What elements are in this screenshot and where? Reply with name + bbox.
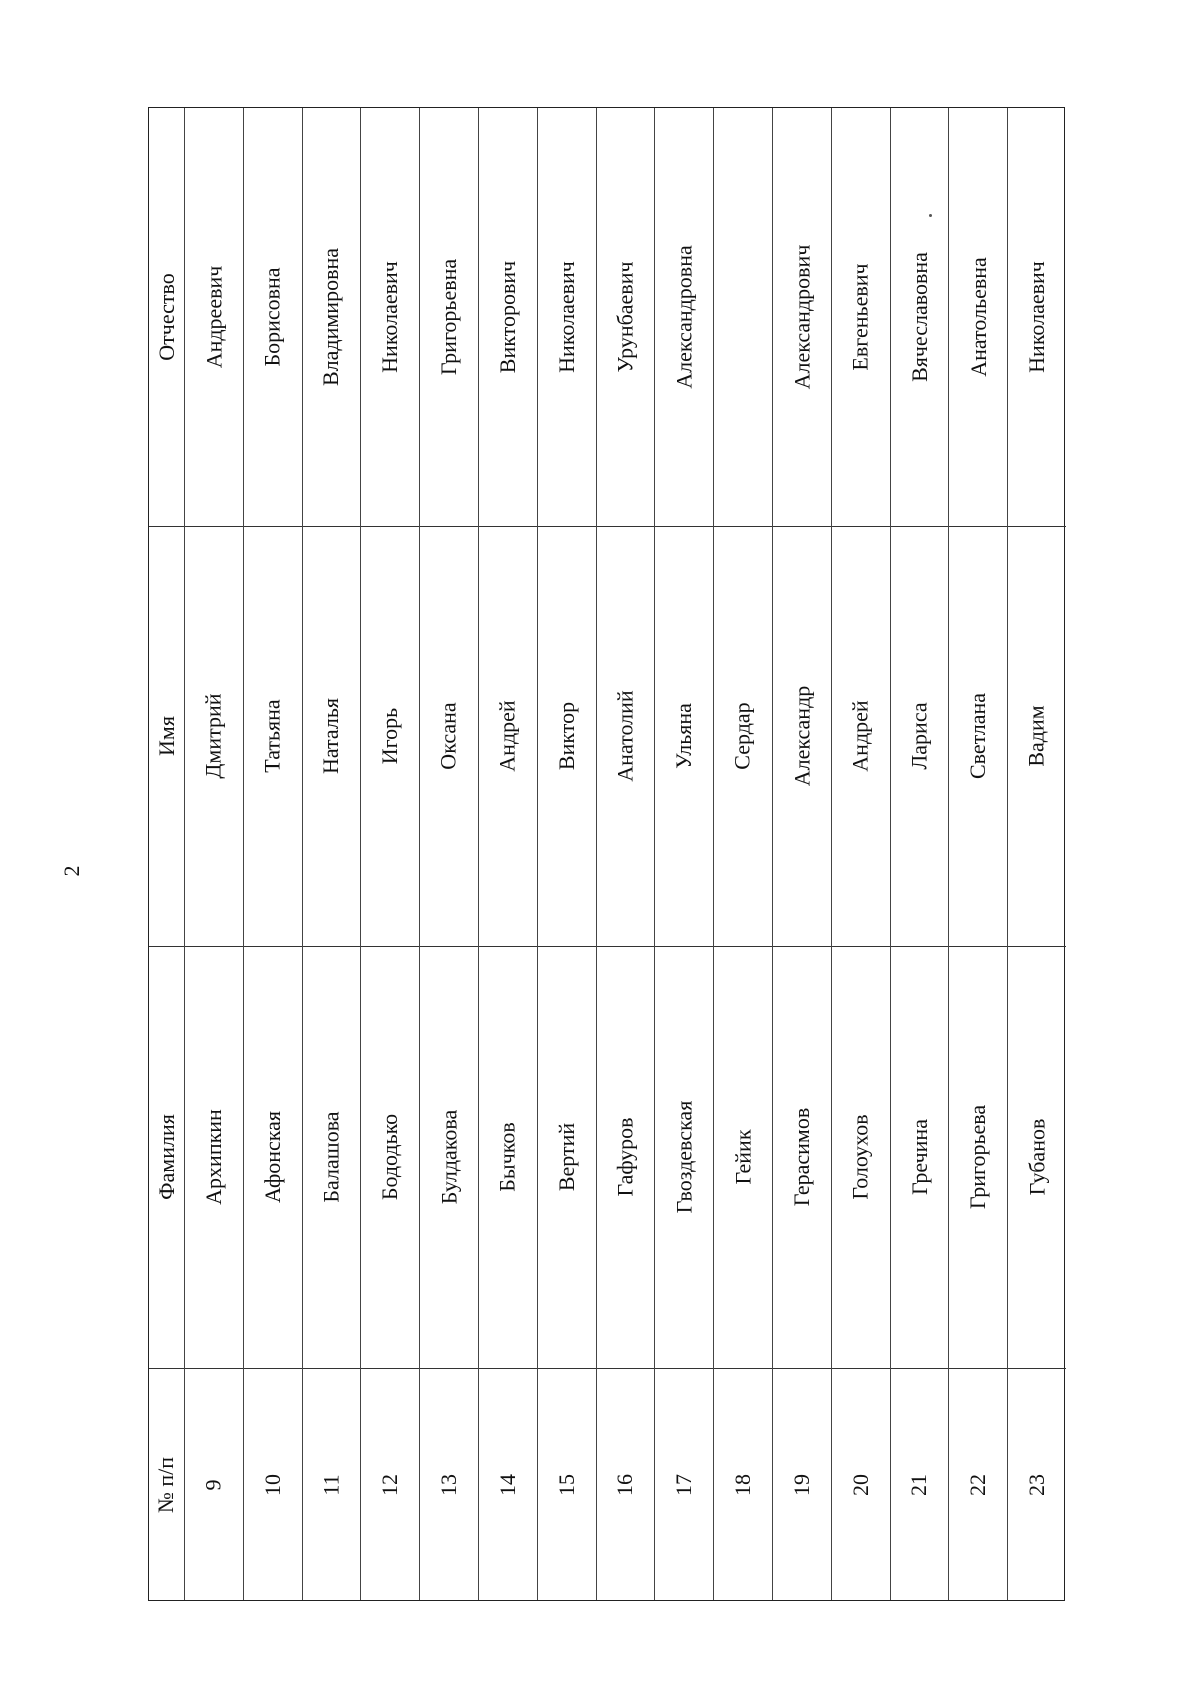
cell-num [185, 1368, 243, 1602]
surname-text: Бычков [494, 1122, 520, 1192]
cell-name [597, 526, 655, 946]
table-row [890, 108, 949, 1600]
cell-patronymic [149, 108, 184, 526]
patronymic-text: Николаевич [1024, 261, 1050, 373]
name-text: Александр [788, 685, 814, 787]
column-divider [714, 946, 772, 947]
cell-patronymic [538, 108, 596, 526]
cell-patronymic [655, 108, 713, 526]
cell-name [185, 526, 243, 946]
num-text: 12 [377, 1474, 403, 1496]
surname-text: Губанов [1024, 1118, 1050, 1196]
num-text: 14 [494, 1474, 520, 1496]
cell-patronymic [773, 108, 831, 526]
patronymic-text: Анатольевна [965, 257, 991, 377]
num-text: 18 [730, 1474, 756, 1496]
column-divider [244, 946, 302, 947]
column-divider [655, 526, 713, 527]
cell-surname [244, 946, 302, 1368]
cell-patronymic [832, 108, 890, 526]
surname-text: Вертий [553, 1122, 579, 1192]
cell-num [891, 1368, 949, 1602]
table-row [537, 108, 596, 1600]
cell-surname [303, 946, 361, 1368]
column-divider [832, 526, 890, 527]
cell-num [361, 1368, 419, 1602]
table-row [360, 108, 419, 1600]
cell-surname [597, 946, 655, 1368]
cell-surname [185, 946, 243, 1368]
patronymic-text: Отчество [153, 273, 179, 361]
name-text: Игорь [377, 707, 403, 765]
cell-name [420, 526, 478, 946]
name-text: Лариса [906, 702, 932, 770]
cell-surname [949, 946, 1007, 1368]
column-divider [1008, 526, 1066, 527]
cell-patronymic [479, 108, 537, 526]
cell-name [891, 526, 949, 946]
surname-text: Гвоздевская [671, 1100, 697, 1214]
column-divider [655, 946, 713, 947]
column-divider [185, 526, 243, 527]
cell-surname [773, 946, 831, 1368]
cell-surname [1008, 946, 1066, 1368]
table-row [302, 108, 361, 1600]
name-text: Виктор [553, 701, 579, 771]
patronymic-text: Вячеславовна [906, 252, 932, 382]
name-text: Светлана [965, 692, 991, 780]
column-divider [303, 946, 361, 947]
cell-surname [361, 946, 419, 1368]
column-divider [949, 946, 1007, 947]
column-divider [149, 1368, 184, 1369]
column-divider [773, 526, 831, 527]
surname-text: Гафуров [612, 1117, 638, 1197]
cell-name [1008, 526, 1066, 946]
num-text: 17 [671, 1474, 697, 1496]
cell-num [832, 1368, 890, 1602]
scan-speck [929, 214, 932, 217]
column-divider [303, 526, 361, 527]
surname-text: Балашова [318, 1111, 344, 1203]
column-divider [244, 1368, 302, 1369]
cell-num [1008, 1368, 1066, 1602]
num-text: 23 [1024, 1474, 1050, 1496]
column-divider [361, 526, 419, 527]
patronymic-text: Евгеньевич [847, 263, 873, 371]
num-text: № п/п [153, 1456, 179, 1514]
table-row [478, 108, 537, 1600]
name-text: Имя [153, 716, 179, 756]
name-text: Андрей [847, 700, 873, 772]
column-divider [538, 946, 596, 947]
num-text: 9 [200, 1479, 226, 1491]
cell-name [773, 526, 831, 946]
cell-surname [479, 946, 537, 1368]
column-divider [479, 526, 537, 527]
column-divider [361, 946, 419, 947]
table-row [948, 108, 1007, 1600]
patronymic-text: Александровна [671, 245, 697, 389]
cell-surname [832, 946, 890, 1368]
cell-surname [420, 946, 478, 1368]
cell-patronymic [1008, 108, 1066, 526]
column-divider [420, 1368, 478, 1369]
column-divider [479, 1368, 537, 1369]
cell-num [149, 1368, 184, 1602]
column-divider [420, 946, 478, 947]
cell-patronymic [714, 108, 772, 526]
cell-surname [891, 946, 949, 1368]
patronymic-text: Николаевич [553, 261, 579, 373]
num-text: 11 [318, 1474, 344, 1496]
surname-text: Григорьева [965, 1104, 991, 1210]
cell-num [244, 1368, 302, 1602]
cell-patronymic [597, 108, 655, 526]
column-divider [185, 946, 243, 947]
cell-name [714, 526, 772, 946]
patronymic-text: Николаевич [377, 261, 403, 373]
patronymic-text: Борисовна [259, 267, 285, 367]
cell-name [303, 526, 361, 946]
name-text: Татьяна [259, 699, 285, 773]
cell-patronymic [244, 108, 302, 526]
patronymic-text: Григорьевна [436, 258, 462, 376]
table-row [419, 108, 478, 1600]
cell-name [949, 526, 1007, 946]
cell-surname [714, 946, 772, 1368]
column-divider [891, 946, 949, 947]
num-text: 15 [553, 1474, 579, 1496]
column-divider [949, 526, 1007, 527]
column-divider [773, 946, 831, 947]
column-divider [1008, 946, 1066, 947]
table-row [243, 108, 302, 1600]
column-divider [949, 1368, 1007, 1369]
column-divider [891, 1368, 949, 1369]
num-text: 22 [965, 1474, 991, 1496]
patronymic-text: Викторович [494, 260, 520, 374]
surname-text: Голоухов [847, 1114, 873, 1200]
name-text: Наталья [318, 697, 344, 775]
column-divider [420, 526, 478, 527]
column-divider [185, 1368, 243, 1369]
patronymic-text: Владимировна [318, 247, 344, 387]
cell-patronymic [303, 108, 361, 526]
cell-patronymic [949, 108, 1007, 526]
num-text: 21 [906, 1474, 932, 1496]
cell-num [538, 1368, 596, 1602]
surname-text: Архипкин [200, 1109, 226, 1205]
cell-surname [538, 946, 596, 1368]
cell-name [149, 526, 184, 946]
table-row [831, 108, 890, 1600]
cell-name [244, 526, 302, 946]
column-divider [714, 1368, 772, 1369]
surname-text: Фамилия [153, 1114, 179, 1200]
table-row [713, 108, 772, 1600]
cell-num [714, 1368, 772, 1602]
name-text: Ульяна [671, 703, 697, 769]
cell-name [361, 526, 419, 946]
surname-text: Герасимов [788, 1107, 814, 1207]
table-row [654, 108, 713, 1600]
cell-num [597, 1368, 655, 1602]
column-divider [891, 526, 949, 527]
table-row [772, 108, 831, 1600]
patronymic-text: Александрович [788, 244, 814, 390]
cell-patronymic [891, 108, 949, 526]
table-row [596, 108, 655, 1600]
column-divider [832, 946, 890, 947]
surname-text: Бододько [377, 1113, 403, 1201]
people-table [148, 107, 1065, 1601]
column-divider [1008, 1368, 1066, 1369]
name-text: Сердар [730, 702, 756, 770]
cell-patronymic [420, 108, 478, 526]
num-text: 10 [259, 1474, 285, 1496]
name-text: Вадим [1024, 705, 1050, 767]
column-divider [149, 526, 184, 527]
name-text: Андрей [494, 700, 520, 772]
patronymic-text: Андреевич [200, 265, 226, 369]
page-number: 2 [59, 865, 84, 877]
name-text: Анатолий [612, 690, 638, 782]
column-divider [361, 1368, 419, 1369]
cell-num [949, 1368, 1007, 1602]
table-row [184, 108, 243, 1600]
name-text: Дмитрий [200, 693, 226, 779]
column-divider [244, 526, 302, 527]
cell-name [479, 526, 537, 946]
cell-num [420, 1368, 478, 1602]
surname-text: Гейик [730, 1129, 756, 1185]
num-text: 20 [847, 1474, 873, 1496]
cell-num [655, 1368, 713, 1602]
column-divider [303, 1368, 361, 1369]
patronymic-text: Урунбаевич [612, 261, 638, 373]
cell-patronymic [361, 108, 419, 526]
column-divider [538, 1368, 596, 1369]
column-divider [773, 1368, 831, 1369]
column-divider [597, 1368, 655, 1369]
cell-name [655, 526, 713, 946]
name-text: Оксана [436, 702, 462, 770]
surname-text: Афонская [259, 1110, 285, 1204]
table-row [1007, 108, 1066, 1600]
cell-name [538, 526, 596, 946]
surname-text: Булдакова [436, 1109, 462, 1205]
header-row [149, 108, 184, 1600]
column-divider [832, 1368, 890, 1369]
cell-name [832, 526, 890, 946]
column-divider [655, 1368, 713, 1369]
column-divider [714, 526, 772, 527]
cell-surname [149, 946, 184, 1368]
surname-text: Гречина [906, 1119, 932, 1195]
num-text: 19 [788, 1474, 814, 1496]
num-text: 13 [436, 1474, 462, 1496]
cell-num [773, 1368, 831, 1602]
column-divider [597, 526, 655, 527]
cell-patronymic [185, 108, 243, 526]
column-divider [538, 526, 596, 527]
column-divider [479, 946, 537, 947]
cell-num [479, 1368, 537, 1602]
column-divider [597, 946, 655, 947]
cell-surname [655, 946, 713, 1368]
num-text: 16 [612, 1474, 638, 1496]
cell-num [303, 1368, 361, 1602]
column-divider [149, 946, 184, 947]
